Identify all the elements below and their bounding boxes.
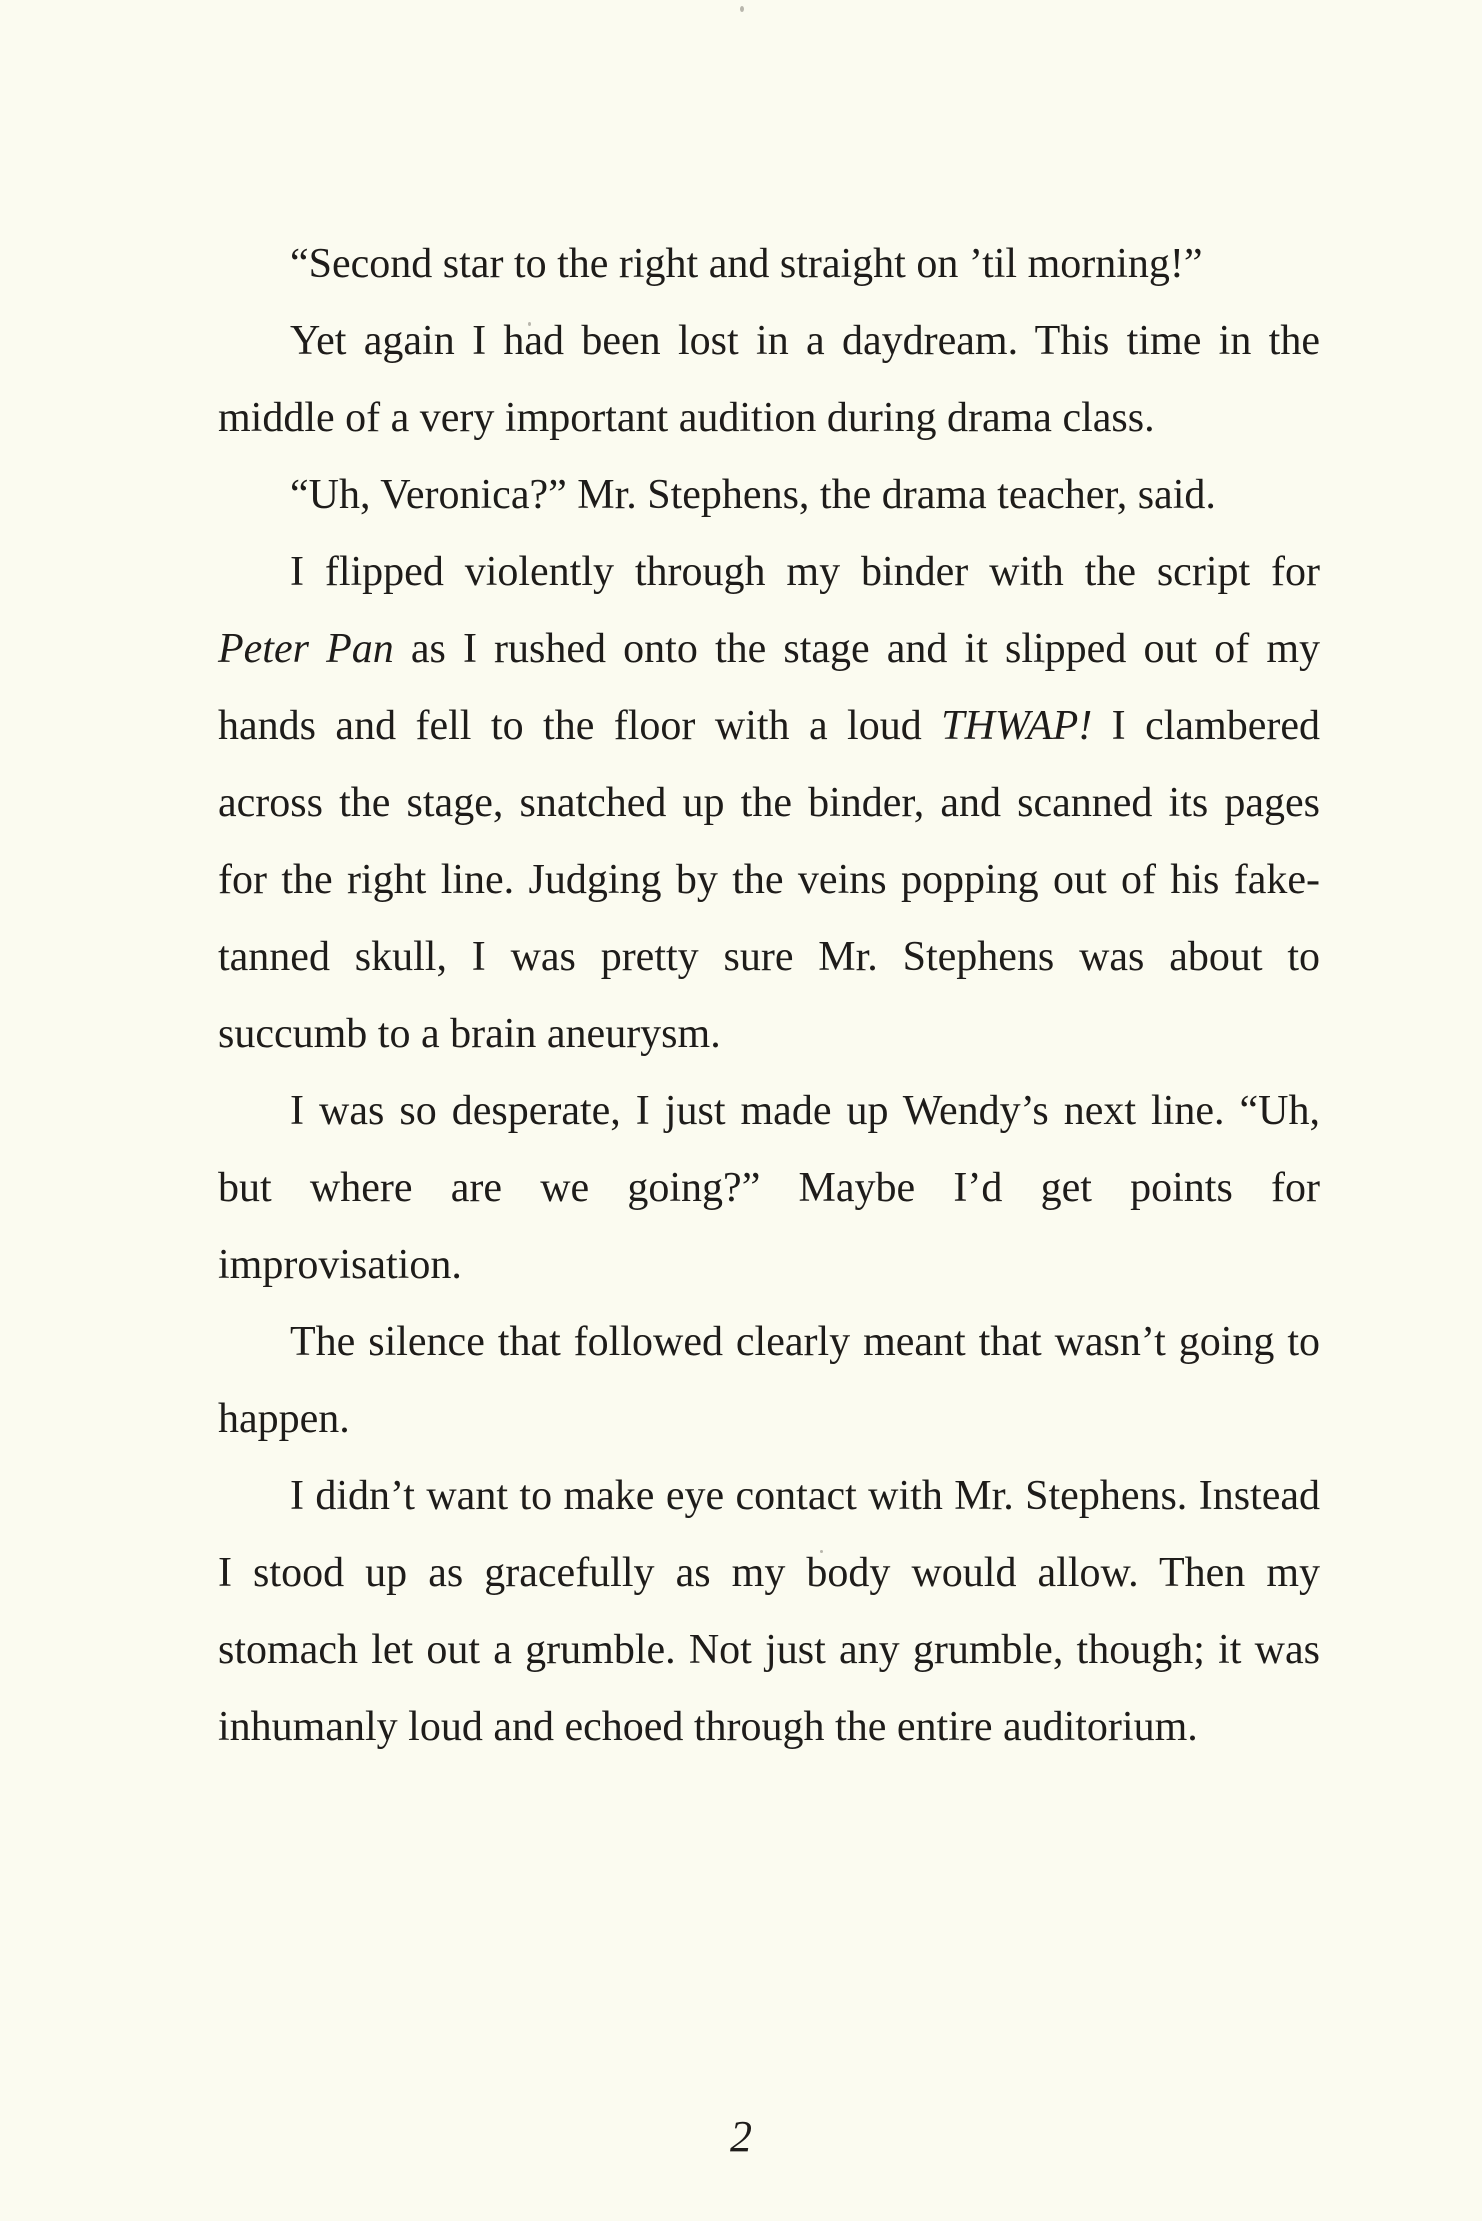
paragraph-text: I was so desperate, I just made up Wendy’s next line. “Uh, but where are we going?” Maybe I’d get points for improvisation. xyxy=(218,1088,1320,1288)
paragraph xyxy=(218,1073,1320,1304)
paragraph-text: Yet again I had been lost in a daydream. This time in the middle of a very important audition during drama class. xyxy=(218,318,1320,441)
paragraph xyxy=(218,1458,1320,1766)
paper-speck xyxy=(740,6,744,12)
body-text xyxy=(218,226,1320,1766)
paragraph xyxy=(218,1304,1320,1458)
paragraph xyxy=(218,534,1320,1073)
italic-text: THWAP! xyxy=(941,703,1093,749)
page-number: 2 xyxy=(730,2112,752,2161)
paragraph xyxy=(218,226,1320,303)
italic-text: Peter Pan xyxy=(218,626,394,672)
paragraph xyxy=(218,457,1320,534)
paragraph-text: The silence that followed clearly meant that wasn’t going to happen. xyxy=(218,1319,1320,1442)
paragraph-text: “Second star to the right and straight on ’til morning!” xyxy=(290,241,1203,287)
paragraph-text: I flipped violently through my binder with the script for xyxy=(290,549,1320,595)
paragraph-text: “Uh, Veronica?” Mr. Stephens, the drama teacher, said. xyxy=(290,472,1216,518)
paragraph-text: I clambered across the stage, snatched up the binder, and scanned its pages for the right line. Judging by the veins popping out of his fake-tanned skull, I was pretty sure Mr. Stephens was about to succumb to a brain aneurysm. xyxy=(218,703,1320,1057)
paragraph xyxy=(218,303,1320,457)
paragraph-text: I didn’t want to make eye contact with Mr. Stephens. Instead I stood up as gracefully as my body would allow. Then my stomach let out a grumble. Not just any grumble, though; it was inhumanly loud and echoed through the entire auditorium. xyxy=(218,1473,1320,1750)
paragraph-text: as I rushed onto the stage and it slipped out of my hands and fell to the floor with a loud xyxy=(218,626,1320,749)
